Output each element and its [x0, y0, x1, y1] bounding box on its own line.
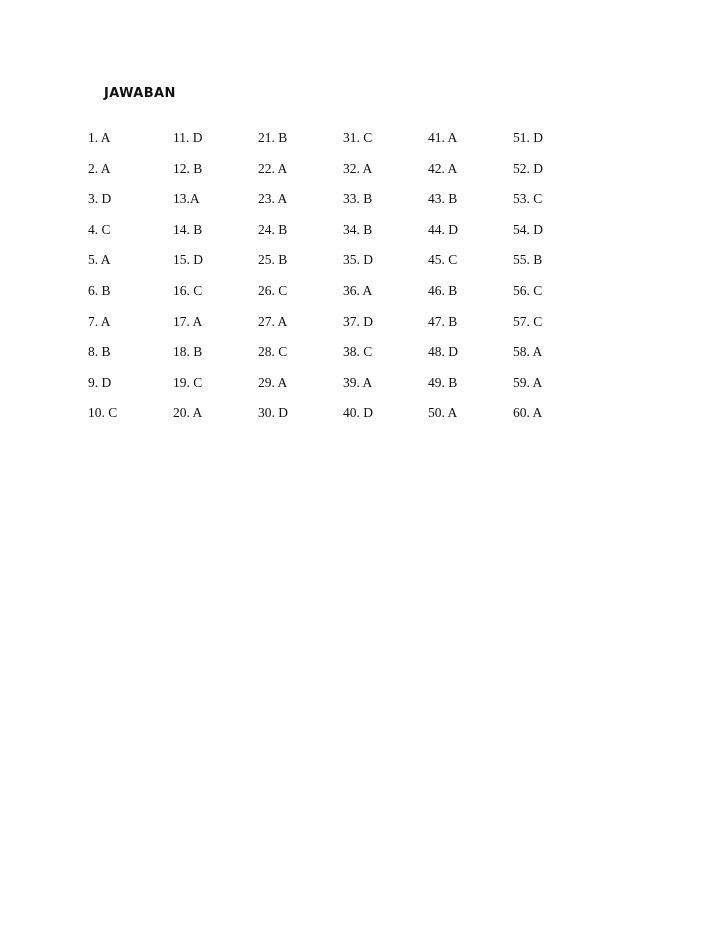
answer-item: 42. A [428, 160, 458, 176]
answer-item: 19. C [173, 374, 203, 390]
page-title: JAWABAN [104, 86, 176, 101]
answer-item: 56. C [513, 282, 543, 298]
answer-item: 32. A [343, 160, 373, 176]
answer-item: 8. B [88, 344, 111, 360]
answer-item: 21. B [258, 130, 288, 145]
answer-item: 16. C [173, 282, 203, 298]
answer-item: 51. D [513, 130, 543, 145]
answer-item: 25. B [258, 252, 288, 268]
answer-item: 57. C [513, 313, 543, 329]
answer-item: 43. B [428, 191, 458, 207]
answer-item: 49. B [428, 374, 458, 390]
answer-item: 4. C [88, 221, 111, 237]
answer-item: 7. A [88, 313, 111, 329]
answer-item: 55. B [513, 252, 543, 268]
answer-item: 6. B [88, 282, 111, 298]
answer-item: 11. D [173, 130, 203, 145]
answer-item: 46. B [428, 282, 458, 298]
answer-item: 48. D [428, 344, 458, 360]
answer-item: 60. A [513, 405, 543, 421]
answer-item: 35. D [343, 252, 373, 268]
answer-item: 26. C [258, 282, 288, 298]
answer-item: 2. A [88, 160, 111, 176]
answer-item: 3. D [88, 191, 112, 207]
answer-item: 20. A [173, 405, 203, 421]
answer-item: 10. C [88, 405, 118, 421]
answer-item: 38. C [343, 344, 373, 360]
answer-item: 36. A [343, 282, 373, 298]
answer-item: 59. A [513, 374, 543, 390]
answer-item: 52. D [513, 160, 543, 176]
answer-item: 23. A [258, 191, 288, 207]
answer-item: 27. A [258, 313, 288, 329]
answer-item: 22. A [258, 160, 288, 176]
answer-item: 58. A [513, 344, 543, 360]
answer-item: 24. B [258, 221, 288, 237]
answer-item: 9. D [88, 374, 112, 390]
answer-item: 14. B [173, 221, 203, 237]
answer-item: 1. A [88, 130, 111, 145]
answer-item: 50. A [428, 405, 458, 421]
answer-item: 13.A [173, 191, 200, 207]
answer-item: 17. A [173, 313, 203, 329]
answer-item: 18. B [173, 344, 203, 360]
answer-item: 34. B [343, 221, 373, 237]
answer-item: 47. B [428, 313, 458, 329]
answer-item: 45. C [428, 252, 458, 268]
answer-item: 44. D [428, 221, 458, 237]
answer-item: 12. B [173, 160, 203, 176]
answer-item: 33. B [343, 191, 373, 207]
answer-item: 54. D [513, 221, 543, 237]
answer-item: 37. D [343, 313, 373, 329]
answer-item: 53. C [513, 191, 543, 207]
answer-key-grid [88, 130, 598, 436]
answer-item: 40. D [343, 405, 373, 421]
answer-item: 15. D [173, 252, 203, 268]
answer-item: 30. D [258, 405, 288, 421]
answer-item: 41. A [428, 130, 458, 145]
answer-item: 28. C [258, 344, 288, 360]
answer-item: 29. A [258, 374, 288, 390]
answer-item: 39. A [343, 374, 373, 390]
answer-item: 5. A [88, 252, 111, 268]
answer-item: 31. C [343, 130, 373, 145]
